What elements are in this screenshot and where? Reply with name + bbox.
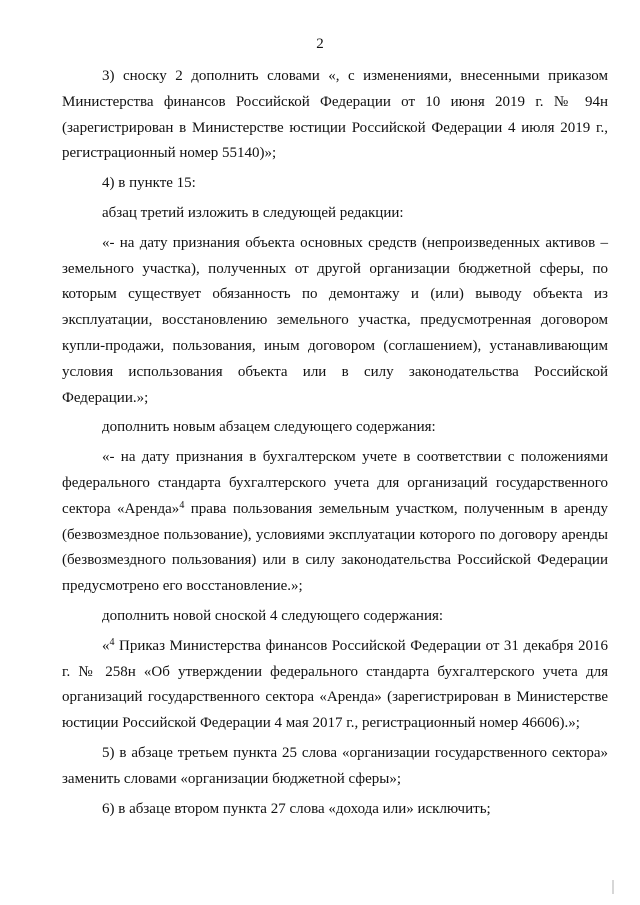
paragraph-third-abzac-instruction: абзац третий изложить в следующей редакции: <box>102 204 404 221</box>
footnote-4-body: Приказ Министерства финансов Российской Федерации от 31 декабря 2016 г. № 258н «Об утверждении федерального стандарта бухгалтерского учета для организаций государственного сектора «Аренда» (зарегистрирован в Министерстве юстиции Российской Федерации 4 мая 2017 г., регистрационный номер 46606).»; <box>62 637 608 732</box>
paragraph-fixed-asset-recognition: «- на дату признания объекта основных средств (непроизведенных активов – земельного участка), полученных от другой организации бюджетной сферы, по которым существует обязанность по демонтажу и (или) выводу объекта из эксплуатации, восстановлению земельного участка, предусмотренная договором купли-продажи, пользования, иным договором (соглашением), устанавливающим условия использования объекта или в силу законодательства Российской Федерации.»; <box>62 234 608 406</box>
footnote-ref-4: 4 <box>179 499 185 511</box>
page-number: 2 <box>316 36 324 52</box>
paragraph-add-footnote-4-instruction: дополнить новой сноской 4 следующего содержания: <box>102 607 444 624</box>
paragraph-item-5: 5) в абзаце третьем пункта 25 слова «организации государственного сектора» заменить словами «организации бюджетной сферы»; <box>62 744 608 787</box>
paragraph-item-6: 6) в абзаце втором пункта 27 слова «дохода или» исключить; <box>102 800 491 817</box>
paragraph-lease-text-after: права пользования земельным участком, полученным в аренду (безвозмездное пользование), условиями эксплуатации которого по договору аренды (безвозмездного пользования) или в силу законодательства Российской Федерации предусмотрено его восстановление.»; <box>62 500 608 595</box>
paragraph-add-new-abzac-instruction: дополнить новым абзацем следующего содержания: <box>102 419 436 436</box>
paragraph-lease-text-before: «- на дату признания в бухгалтерском учете в соответствии с положениями федерального стандарта бухгалтерского учета для организаций государственного сектора «Аренда» <box>62 449 608 517</box>
document-body <box>62 64 608 822</box>
paragraph-item-4-heading: 4) в пункте 15: <box>102 175 196 192</box>
footnote-4-open-quote: « <box>102 637 110 654</box>
paragraph-footnote-4-text <box>62 634 608 737</box>
scan-edge-mark <box>612 880 614 894</box>
paragraph-footnote-2-amendment: 3) сноску 2 дополнить словами «, с изменениями, внесенными приказом Министерства финансов Российской Федерации от 10 июня 2019 г. № 94н (зарегистрирован в Министерстве юстиции Российской Федерации 4 июля 2019 г., регистрационный номер 55140)»; <box>62 68 608 162</box>
paragraph-lease-recognition <box>62 445 608 600</box>
footnote-4-marker: 4 <box>109 636 115 648</box>
